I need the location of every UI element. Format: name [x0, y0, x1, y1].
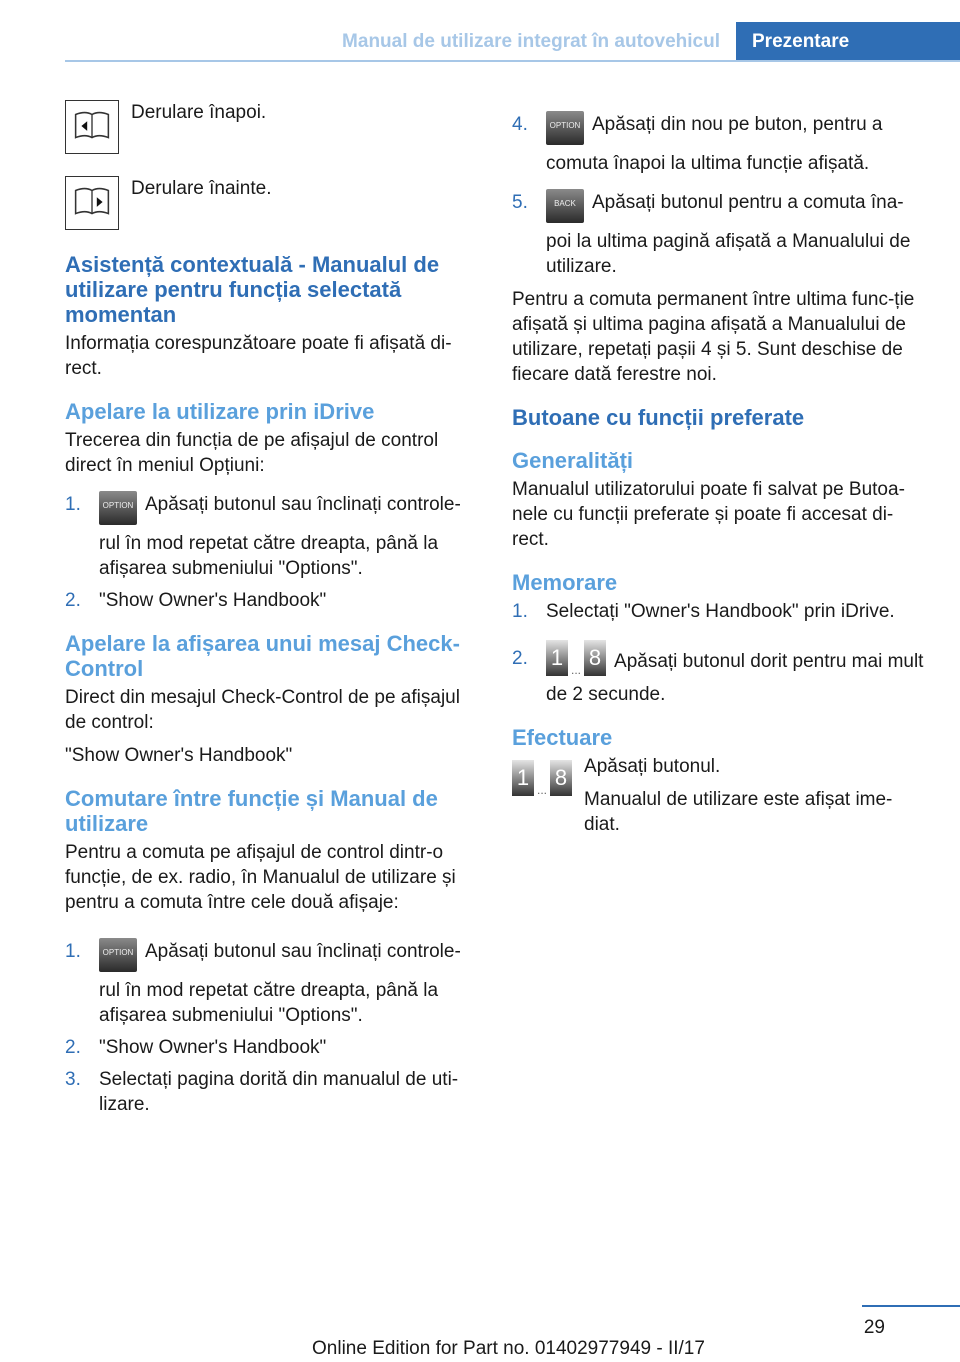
option-button-icon: OPTION — [546, 111, 584, 145]
list-item: 2. "Show Owner's Handbook" — [65, 1037, 327, 1058]
option-button-icon: OPTION — [99, 491, 137, 525]
steps-switch-continued — [512, 112, 926, 279]
chapter-tab: Prezentare — [736, 22, 960, 62]
option-button-icon: OPTION — [99, 938, 137, 972]
right-column — [512, 100, 926, 845]
book-back-icon — [65, 100, 119, 154]
heading-general: Generalități — [512, 448, 634, 473]
back-button-icon: BACK — [546, 189, 584, 223]
section-title: Manual de utilizare integrat în autovehicul — [342, 31, 720, 52]
para-execute-2: Manualul de utilizare este afișat ime-diat. — [584, 789, 893, 835]
para-check-control: Direct din mesajul Check-Control de pe afișajul de control: — [65, 687, 460, 733]
left-column — [65, 100, 481, 1125]
para-execute-1: Apăsați butonul. — [584, 756, 721, 777]
steps-idrive — [65, 492, 481, 613]
list-item: 1. OPTION Apăsați butonul sau înclinați controle-rul în mod repetat către dreapta, până la afișarea submeniului "Options". — [65, 492, 481, 581]
heading-check-control: Apelare la afișarea unui mesaj Check-Control — [65, 631, 460, 681]
edition-note: Online Edition for Part no. 01402977949 - II/17 — [312, 1338, 705, 1359]
footer-rule — [862, 1305, 960, 1307]
scroll-forward-text: Derulare înainte. — [131, 178, 272, 199]
heading-favorites: Butoane cu funcții preferate — [512, 405, 805, 430]
list-item: 4. OPTION Apăsați din nou pe buton, pentru a comuta înapoi la ultima funcție afișată. — [512, 112, 926, 176]
heading-execute: Efectuare — [512, 725, 613, 750]
para-permanent: Pentru a comuta permanent între ultima func-ție afișată și ultima pagina afișată a Manualului de utilizare, repetați pașii 4 și 5. Sunt deschise de fiecare dată ferestre noi. — [512, 289, 915, 385]
scroll-back-text: Derulare înapoi. — [131, 102, 267, 123]
page-number: 29 — [863, 1317, 885, 1338]
book-forward-icon — [65, 176, 119, 230]
para-switch: Pentru a comuta pe afișajul de control dintr-o funcție, de ex. radio, în Manualul de utilizare și pentru a comuta între cele două afișaje: — [65, 842, 456, 913]
para-context-help: Informația corespunzătoare poate fi afișată di-rect. — [65, 333, 452, 379]
list-item: 1. Selectați "Owner's Handbook" prin iDrive. — [512, 601, 895, 622]
steps-switch — [65, 939, 481, 1117]
heading-switch: Comutare între funcție și Manual de utilizare — [65, 786, 438, 836]
heading-context-help: Asistență contextuală - Manualul de utilizare pentru funcția selectată momentan — [65, 252, 440, 327]
list-item: 5. BACK Apăsați butonul pentru a comuta îna-poi la ultima pagină afișată a Manualului de utilizare. — [512, 190, 926, 279]
symbol-row-forward — [65, 176, 481, 230]
list-item: 2. 1 ... 8 Apăsați butonul dorit pentru mai mult de 2 secunde. — [512, 646, 926, 707]
symbol-row-back — [65, 100, 481, 154]
heading-idrive: Apelare la utilizare prin iDrive — [65, 399, 375, 424]
para-general: Manualul utilizatorului poate fi salvat pe Butoa-nele cu funcții preferate și poate fi accesat di-rect. — [512, 479, 905, 550]
list-item: 1. OPTION Apăsați butonul sau înclinați controle-rul în mod repetat către dreapta, până la afișarea submeniului "Options". — [65, 939, 481, 1028]
header-rule — [65, 60, 960, 62]
execute-row — [512, 754, 926, 845]
steps-store — [512, 599, 926, 707]
para-check-control-2: "Show Owner's Handbook" — [65, 745, 293, 766]
heading-store: Memorare — [512, 570, 618, 595]
para-idrive: Trecerea din funcția de pe afișajul de control direct în meniul Opțiuni: — [65, 430, 439, 476]
favorite-buttons-icon: 1 ... 8 — [546, 640, 606, 676]
favorite-buttons-icon: 1 ... 8 — [512, 760, 572, 796]
list-item: 2. "Show Owner's Handbook" — [65, 590, 327, 611]
list-item: 3. Selectați pagina dorită din manualul de uti-lizare. — [65, 1069, 459, 1115]
page-header — [65, 0, 960, 62]
